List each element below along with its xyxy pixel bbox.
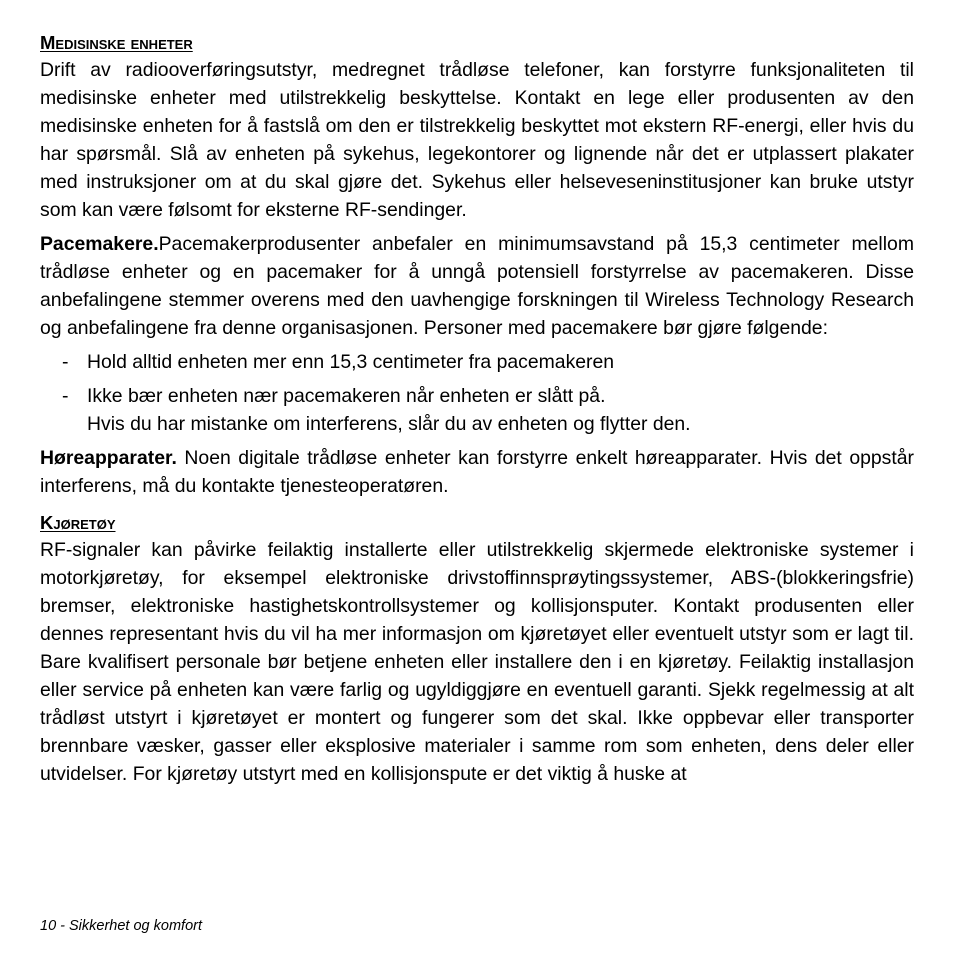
hearing-aid-lead: Høreapparater. — [40, 447, 177, 469]
section-heading-vehicles: Kjøretøy — [40, 512, 116, 533]
pacemaker-lead: Pacemakere. — [40, 233, 159, 255]
hearing-aid-paragraph — [40, 444, 914, 500]
document-page — [40, 30, 914, 788]
medical-intro-paragraph: Drift av radiooverføringsutstyr, medregnet trådløse telefoner, kan forstyrre funksjonaliteten til medisinske enheter med utilstrekkelig beskyttelse. Kontakt en lege eller produsenten av den medisinske enheten for å fastslå om den er tilstrekkelig beskyttet mot ekstern RF-energi, eller hvis du har spørsmål. Slå av enheten på sykehus, legekontorer og lignende når det er utplassert plakater med instruksjoner om at du skal gjøre det. Sykehus eller helseveseninstitusjoner kan bruke utstyr som kan være følsomt for eksterne RF-sendinger. — [40, 59, 914, 221]
pacemaker-bullet-list — [40, 348, 914, 438]
page-footer: 10 - Sikkerhet og komfort — [40, 918, 202, 934]
bullet-text-continued: Hvis du har mistanke om interferens, slår du av enheten og flytter den. — [87, 413, 691, 435]
bullet-dash: - — [62, 385, 69, 407]
hearing-aid-text: Noen digitale trådløse enheter kan forstyrre enkelt høreapparater. Hvis det oppstår interferens, må du kontakte tjenesteoperatøren. — [40, 447, 914, 497]
vehicles-paragraph: RF-signaler kan påvirke feilaktig installerte eller utilstrekkelig skjermede elektroniske systemer i motorkjøretøy, for eksempel elektroniske drivstoffinnsprøytingssystemer, ABS-(blokkeringsfrie) bremser, elektroniske hastighetskontrollsystemer og kollisjonsputer. Kontakt produsenten eller dennes representant hvis du vil ha mer informasjon om kjøretøyet eller eventuelt utstyr som er lagt til. Bare kvalifisert personale bør betjene enheten eller installere den i en kjøretøy. Feilaktig installasjon eller service på enheten kan være farlig og ugyldiggjøre en eventuell garanti. Sjekk regelmessig at alt trådløst utstyrt i kjøretøyet er montert og fungerer som det skal. Ikke oppbevar eller transporter brennbare væsker, gasser eller eksplosive materialer i samme rom som enheten, dens deler eller utvidelser. For kjøretøy utstyrt med en kollisjonspute er det viktig å huske at — [40, 539, 914, 785]
list-item — [40, 382, 914, 438]
list-item — [40, 348, 914, 376]
pacemaker-paragraph — [40, 230, 914, 342]
pacemaker-text: Pacemakerprodusenter anbefaler en minimumsavstand på 15,3 centimeter mellom trådløse enheter og en pacemaker for å unngå potensiell forstyrrelse av pacemakeren. Disse anbefalingene stemmer overens med den uavhengige forskningen til Wireless Technology Research og anbefalingene fra denne organisasjonen. Personer med pacemakere bør gjøre følgende: — [40, 233, 914, 339]
bullet-text: Hold alltid enheten mer enn 15,3 centimeter fra pacemakeren — [87, 351, 615, 373]
bullet-text: Ikke bær enheten nær pacemakeren når enheten er slått på. — [87, 385, 606, 407]
section-heading-medical: Medisinske enheter — [40, 32, 193, 53]
bullet-dash: - — [62, 351, 69, 373]
